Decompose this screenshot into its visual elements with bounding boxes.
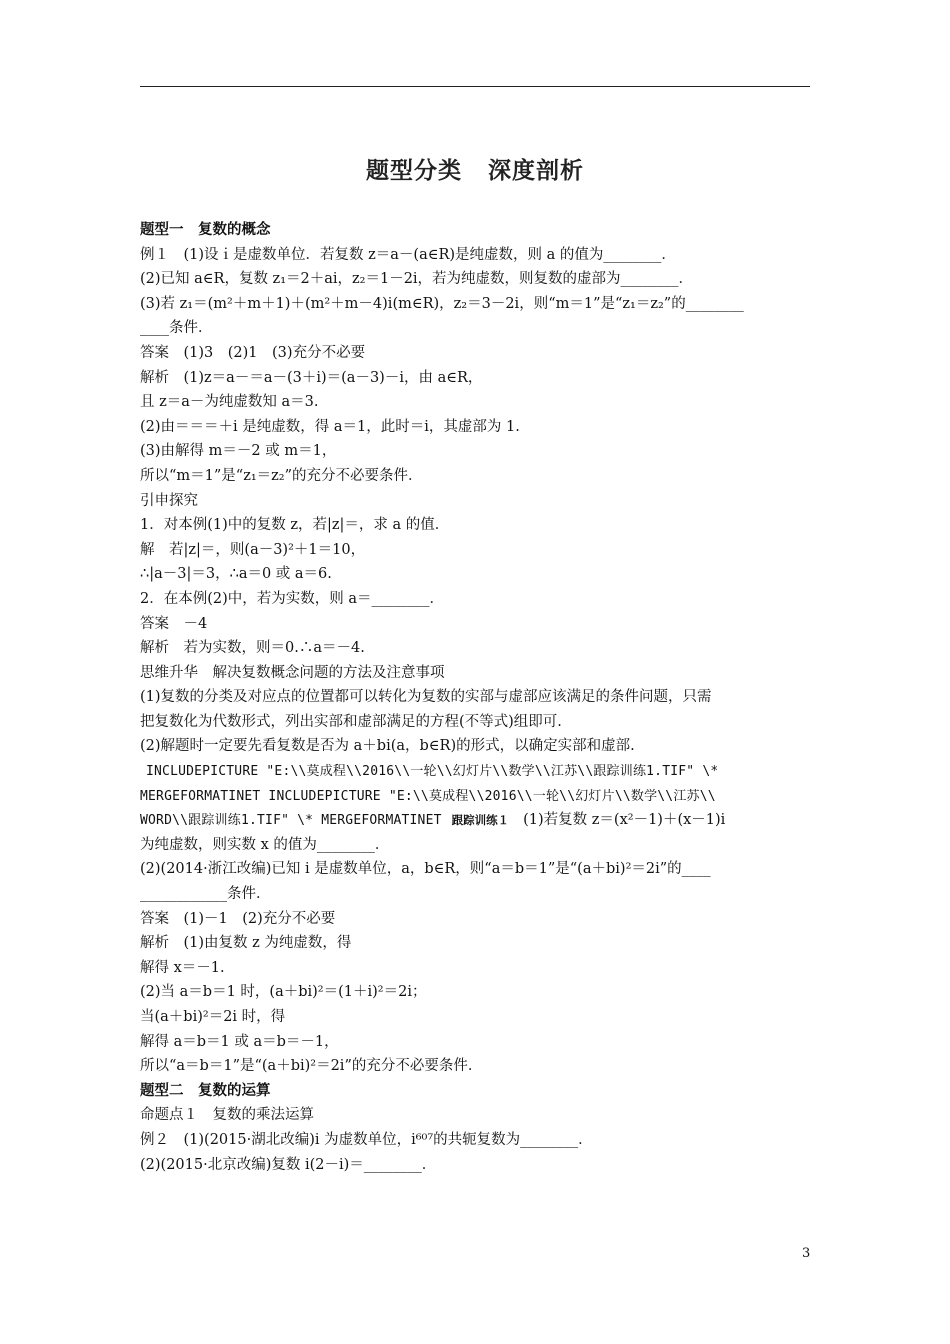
line-text: 1．对本例(1)中的复数 z，若|z|＝，求 a 的值． xyxy=(140,517,450,534)
text-line xyxy=(140,316,812,341)
title-part-1: 题型分类 xyxy=(366,158,462,184)
line-text: 答案 －4 xyxy=(140,615,208,632)
line-text: 且 z＝a－为纯虚数知 a＝3. xyxy=(140,394,319,411)
text-line xyxy=(140,292,812,317)
text-line xyxy=(140,636,812,661)
text-line xyxy=(140,980,812,1005)
line-text: 题型一 复数的概念 xyxy=(140,222,271,238)
text-line xyxy=(140,808,812,833)
text-line xyxy=(140,759,812,784)
text-line xyxy=(140,513,812,538)
line-text: 解析 若为实数，则＝0.∴a＝－4. xyxy=(140,640,365,657)
text-line xyxy=(140,390,812,415)
document-body xyxy=(140,218,812,1177)
page-title xyxy=(0,152,950,185)
line-text: (2)(2015·北京改编)复数 i(2－i)＝________． xyxy=(140,1156,437,1173)
line-text: 例１ (1)设ｉ是虚数单位．若复数 z＝a－(a∈R)是纯虚数，则 a 的值为________． xyxy=(140,246,676,263)
title-part-2: 深度剖析 xyxy=(488,158,584,184)
text-line xyxy=(140,710,812,735)
line-text: 所以“a＝b＝1”是“(a＋bi)²＝2i”的充分不必要条件． xyxy=(140,1058,483,1075)
text-line xyxy=(140,562,812,587)
text-line xyxy=(140,341,812,366)
text-line xyxy=(140,857,812,882)
text-line xyxy=(140,464,812,489)
line-text: (3)若 z₁＝(m²＋m＋1)＋(m²＋m－4)i(m∈R)，z₂＝3－2i，则“m＝1”是“z₁＝z₂”的________ xyxy=(140,295,744,312)
page-number: 3 xyxy=(802,1246,811,1261)
text-line xyxy=(140,243,812,268)
line-text: 答案 (1)3 (2)1 (3)充分不必要 xyxy=(140,344,366,361)
line-text: (3)由解得 m＝－2 或 m＝1， xyxy=(140,443,337,460)
text-line xyxy=(140,366,812,391)
line-text: ____条件． xyxy=(140,320,213,337)
text-line xyxy=(140,907,812,932)
text-line xyxy=(140,734,812,759)
text-line xyxy=(140,267,812,292)
text-line xyxy=(140,587,812,612)
line-text: 例２ (1)(2015·湖北改编)i 为虚数单位，i⁶⁰⁷的共轭复数为________． xyxy=(140,1131,593,1148)
line-text-continued: (1)若复数 z＝(x²－1)＋(x－1)i xyxy=(523,812,726,829)
text-line xyxy=(140,1030,812,1055)
line-text: (2)解题时一定要先看复数是否为 a＋bi(a，b∈R)的形式，以确定实部和虚部. xyxy=(140,738,635,755)
tracking-practice-badge: 跟踪训练１ xyxy=(451,813,510,828)
line-text: 答案 (1)－1 (2)充分不必要 xyxy=(140,910,336,927)
text-line xyxy=(140,784,812,809)
line-text: (2)当 a＝b＝1 时，(a＋bi)²＝(1＋i)²＝2i； xyxy=(140,984,427,1001)
text-line xyxy=(140,661,812,686)
line-text: 为纯虚数，则实数 x 的值为________． xyxy=(140,836,390,853)
line-text: 解 若|z|＝，则(a－3)²＋1＝10， xyxy=(140,541,366,558)
text-line xyxy=(140,1054,812,1079)
text-line xyxy=(140,612,812,637)
text-line xyxy=(140,833,812,858)
line-text: (2)(2014·浙江改编)已知 i 是虚数单位，a，b∈R，则“a＝b＝1”是“(a＋bi)²＝2i”的____ xyxy=(140,861,711,878)
section-heading xyxy=(140,218,812,243)
text-line xyxy=(140,415,812,440)
line-text: 解得 a＝b＝1 或 a＝b＝－1， xyxy=(140,1033,339,1050)
text-line xyxy=(140,439,812,464)
line-text: 解得 x＝－1. xyxy=(140,959,225,976)
text-line xyxy=(140,956,812,981)
line-text: 解析 (1)由复数 z 为纯虚数，得 xyxy=(140,935,352,952)
line-text: 所以“m＝1”是“z₁＝z₂”的充分不必要条件． xyxy=(140,467,423,484)
header-rule xyxy=(140,86,810,87)
line-text: 解析 (1)z＝a－＝a－(3＋i)＝(a－3)－i，由 a∈R， xyxy=(140,369,483,386)
line-text: ∴|a－3|＝3，∴a＝0 或 a＝6. xyxy=(140,566,332,583)
text-line xyxy=(140,1005,812,1030)
line-text: INCLUDEPICTURE "E:\\莫成程\\2016\\一轮\\幻灯片\\数学\\江苏\\跟踪训练1.TIF" \* xyxy=(146,764,719,780)
text-line xyxy=(140,538,812,563)
line-text: 题型二 复数的运算 xyxy=(140,1082,271,1099)
line-text: WORD\\跟踪训练1.TIF" \* MERGEFORMATINET xyxy=(140,813,442,829)
line-text: 当(a＋bi)²＝2i 时，得 xyxy=(140,1009,286,1025)
line-text: 命题点１ 复数的乘法运算 xyxy=(140,1107,314,1124)
text-line xyxy=(140,1103,812,1128)
text-line xyxy=(140,1128,812,1153)
line-text: (2)由＝＝＝＋i 是纯虚数，得 a＝1，此时＝i，其虚部为 1. xyxy=(140,418,520,435)
section-heading xyxy=(140,1079,812,1104)
line-text: 把复数化为代数形式，列出实部和虚部满足的方程(不等式)组即可. xyxy=(140,713,562,730)
line-text: 引申探究 xyxy=(140,492,198,509)
text-line xyxy=(140,685,812,710)
line-text: 2．在本例(2)中，若为实数，则 a＝________． xyxy=(140,590,445,607)
text-line xyxy=(140,1153,812,1178)
line-text: MERGEFORMATINET INCLUDEPICTURE "E:\\莫成程\\2016\\一轮\\幻灯片\\数学\\江苏\\ xyxy=(140,788,716,804)
text-line xyxy=(140,931,812,956)
line-text: ____________条件． xyxy=(140,886,271,903)
text-line xyxy=(140,882,812,907)
line-text: (2)已知 a∈R，复数 z₁＝2＋ai，z₂＝1－2i，若为纯虚数，则复数的虚部为________． xyxy=(140,271,694,288)
text-line xyxy=(140,489,812,514)
line-text: (1)复数的分类及对应点的位置都可以转化为复数的实部与虚部应该满足的条件问题，只需 xyxy=(140,689,712,706)
line-text: 思维升华 解决复数概念问题的方法及注意事项 xyxy=(140,664,445,681)
